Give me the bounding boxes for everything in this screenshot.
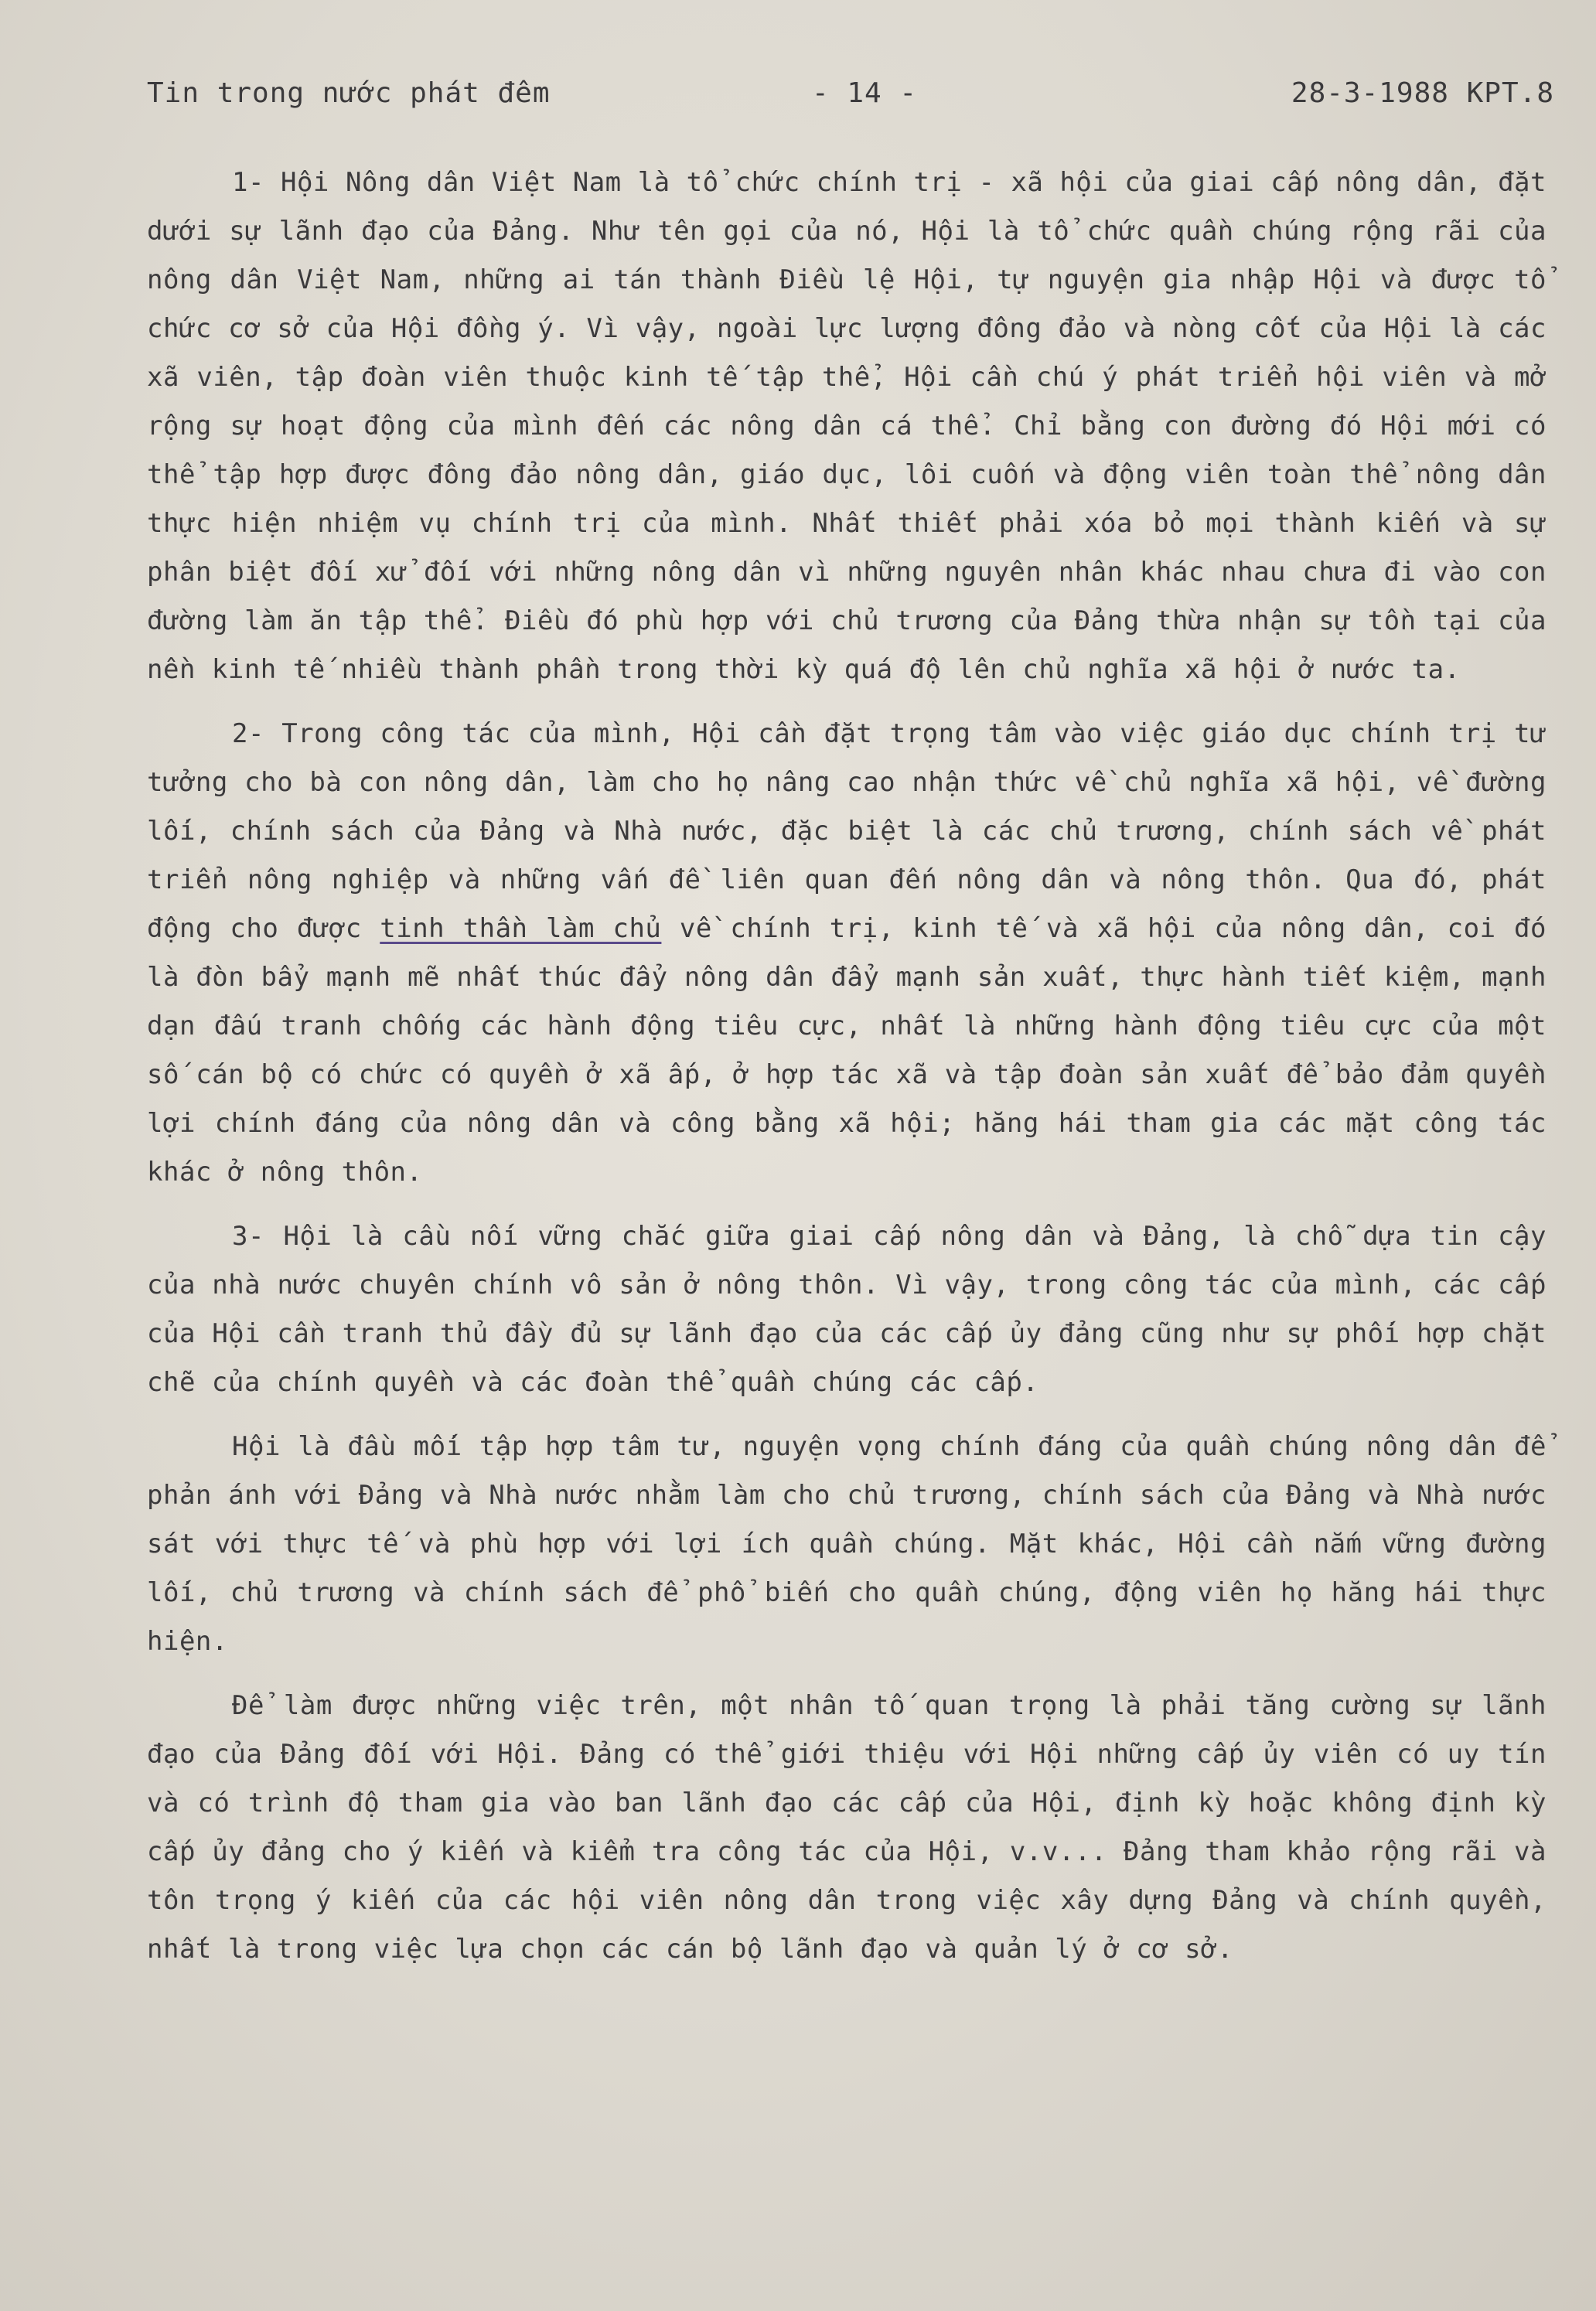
- paragraph-4: Hội là đầu mối tập hợp tâm tư, nguyện vọng chính đáng của quần chúng nông dân để phản ánh với Đảng và Nhà nước nhằm làm cho chủ trương, chính sách của Đảng và Nhà nước sát với thực tế và phù hợp với lợi ích quần chúng. Mặt khác, Hội cần nắm vững đường lối, chủ trương và chính sách để phổ biến cho quần chúng, động viên họ hăng hái thực hiện.: [147, 1431, 1547, 1657]
- paragraph-2: [147, 710, 1547, 1197]
- paragraph-2-end: về chính trị, kinh tế và xã hội của nông dân, coi đó là đòn bẩy mạnh mẽ nhất thúc đẩy nông dân đẩy mạnh sản xuất, thực hành tiết kiệm, mạnh dạn đấu tranh chống các hành động tiêu cực, nhất là những hành động tiêu cực của một số cán bộ có chức có quyền ở xã ấp, ở hợp tác xã và tập đoàn sản xuất để bảo đảm quyền lợi chính đáng của nông dân và công bằng xã hội; hăng hái tham gia các mặt công tác khác ở nông thôn.: [147, 913, 1547, 1188]
- header-title: Tin trong nước phát đêm: [147, 77, 551, 109]
- paragraph-2-start: 2- Trong công tác của mình, Hội cần đặt trọng tâm vào việc giáo dục chính trị tư tưởng cho bà con nông dân, làm cho họ nâng cao nhận thức về chủ nghĩa xã hội, về đường lối, chính sách của Đảng và Nhà nước, đặc biệt là các chủ trương, chính sách về phát triển nông nghiệp và những vấn đề liên quan đến nông dân và nông thôn. Qua đó, phát động cho được: [147, 718, 1547, 944]
- page-number: - 14 -: [812, 77, 918, 109]
- paragraph-3: 3- Hội là cầu nối vững chắc giữa giai cấp nông dân và Đảng, là chỗ dựa tin cậy của nhà nước chuyên chính vô sản ở nông thôn. Vì vậy, trong công tác của mình, các cấp của Hội cần tranh thủ đầy đủ sự lãnh đạo của các cấp ủy đảng cũng như sự phối hợp chặt chẽ của chính quyền và các đoàn thể quần chúng các cấp.: [147, 1221, 1547, 1398]
- paragraph-1: 1- Hội Nông dân Việt Nam là tổ chức chính trị - xã hội của giai cấp nông dân, đặt dưới sự lãnh đạo của Đảng. Như tên gọi của nó, Hội là tổ chức quần chúng rộng rãi của nông dân Việt Nam, những ai tán thành Điều lệ Hội, tự nguyện gia nhập Hội và được tổ chức cơ sở của Hội đồng ý. Vì vậy, ngoài lực lượng đông đảo và nòng cốt của Hội là các xã viên, tập đoàn viên thuộc kinh tế tập thể, Hội cần chú ý phát triển hội viên và mở rộng sự hoạt động của mình đến các nông dân cá thể. Chỉ bằng con đường đó Hội mới có thể tập hợp được đông đảo nông dân, giáo dục, lôi cuốn và động viên toàn thể nông dân thực hiện nhiệm vụ chính trị của mình. Nhất thiết phải xóa bỏ mọi thành kiến và sự phân biệt đối xử đối với những nông dân vì những nguyên nhân khác nhau chưa đi vào con đường làm ăn tập thể. Điều đó phù hợp với chủ trương của Đảng thừa nhận sự tồn tại của nền kinh tế nhiều thành phần trong thời kỳ quá độ lên chủ nghĩa xã hội ở nước ta.: [147, 167, 1547, 685]
- page-header: [147, 77, 1554, 124]
- document-body: [147, 158, 1547, 1974]
- underlined-phrase: tinh thần làm chủ: [380, 913, 662, 944]
- header-date: 28-3-1988 KPT.8: [1291, 77, 1554, 109]
- paragraph-5: Để làm được những việc trên, một nhân tố quan trọng là phải tăng cường sự lãnh đạo của Đảng đối với Hội. Đảng có thể giới thiệu với Hội những cấp ủy viên có uy tín và có trình độ tham gia vào ban lãnh đạo các cấp của Hội, định kỳ hoặc không định kỳ cấp ủy đảng cho ý kiến và kiểm tra công tác của Hội, v.v... Đảng tham khảo rộng rãi và tôn trọng ý kiến của các hội viên nông dân trong việc xây dựng Đảng và chính quyền, nhất là trong việc lựa chọn các cán bộ lãnh đạo và quản lý ở cơ sở.: [147, 1690, 1547, 1965]
